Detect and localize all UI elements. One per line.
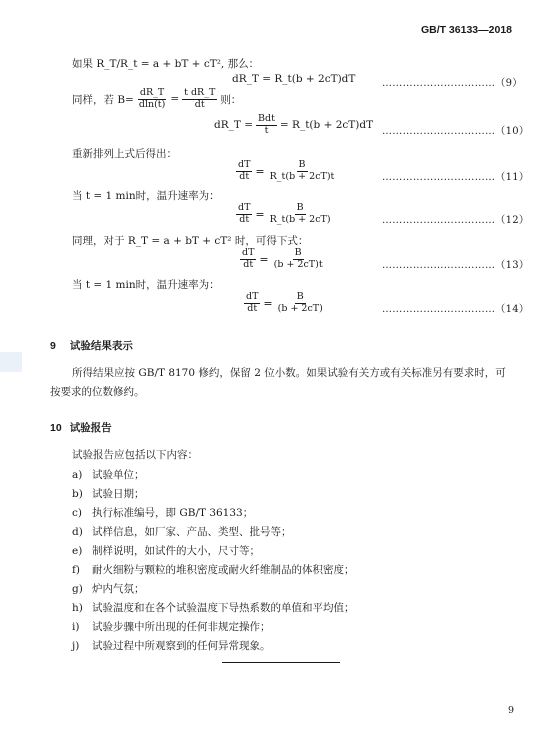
equation-number-14: ……………………………（14） — [382, 304, 530, 315]
fraction-b1-denominator: dln(t) — [138, 98, 166, 110]
equals-sign: = — [259, 252, 269, 266]
fraction-14-right-denominator: (b + 2cT) — [277, 302, 323, 314]
equation-10-lhs: dR_T = — [214, 119, 254, 132]
item-key: i) — [72, 621, 80, 633]
report-item — [72, 543, 260, 558]
text-line-rearrange: 重新排列上式后得出： — [72, 148, 177, 160]
fraction-11-left-numerator: dT — [238, 159, 251, 170]
equation-number-11: ……………………………（11） — [382, 172, 530, 183]
fraction-14-left-numerator: dT — [246, 291, 259, 302]
equation-number-9: ……………………………（9） — [382, 78, 523, 89]
fraction-10 — [256, 114, 277, 137]
item-key: c) — [72, 507, 82, 519]
equation-11 — [236, 160, 336, 183]
fraction-12-right-denominator: R_t(b + 2cT) — [269, 213, 331, 225]
section-9-number: 9 — [50, 340, 56, 352]
text-line-rate-2: 当 t = 1 min时，温升速率为： — [72, 279, 220, 291]
end-rule — [222, 662, 340, 663]
item-key: b) — [72, 488, 83, 500]
equation-number-12: ……………………………（12） — [382, 215, 530, 226]
text-line-if: 如果 R_T/R_t = a + bT + cT², 那么： — [72, 58, 260, 70]
item-key: f) — [72, 564, 80, 576]
fraction-10-numerator: Bdt — [258, 113, 275, 124]
report-item — [72, 524, 292, 539]
fraction-b2-numerator: t dR_T — [184, 87, 216, 98]
fraction-12-right — [268, 203, 333, 226]
fraction-13-right-numerator: B — [294, 247, 302, 258]
section-10-title: 试验报告 — [69, 422, 112, 434]
equation-13 — [240, 248, 325, 271]
fraction-b1 — [137, 88, 167, 111]
equals-sign: = — [255, 164, 265, 178]
page-number: 9 — [507, 705, 514, 716]
fraction-11-right-numerator: B — [298, 159, 306, 170]
fraction-13-right-denominator: (b + 2cT)t — [273, 258, 323, 270]
fraction-13-left-denominator: dt — [243, 258, 254, 270]
equation-10 — [214, 114, 373, 137]
report-item — [72, 619, 271, 634]
item-text: 制样说明，如试件的大小，尺寸等； — [92, 545, 260, 557]
fraction-12-left-numerator: dT — [238, 202, 251, 213]
fraction-12-right-numerator: B — [296, 202, 304, 213]
fraction-11-left — [236, 160, 252, 183]
fraction-13-left-numerator: dT — [242, 247, 255, 258]
equals-sign: = — [255, 207, 265, 221]
section-9-title: 试验结果表示 — [69, 340, 133, 352]
equation-9: dR_T = R_t(b + 2cT)dT — [232, 73, 356, 85]
text-line-similarly — [72, 88, 241, 111]
item-text: 执行标准编号，即 GB/T 36133； — [92, 507, 254, 519]
report-item — [72, 505, 253, 520]
report-item — [72, 486, 145, 501]
item-text: 试样信息，如厂家、产品、类型、批号等； — [92, 526, 292, 538]
fraction-10-denominator: t — [264, 124, 269, 136]
section-9-paragraph: 所得结果应按 GB/T 8170 修约，保留 2 位小数。如果试验有关方或有关标准另有要求时，可按要求的位数修约。 — [50, 367, 506, 398]
fraction-12-left-denominator: dt — [239, 213, 250, 225]
item-text: 试验步骤中所出现的任何非规定操作； — [92, 621, 271, 633]
report-item — [72, 562, 355, 577]
standard-number: GB/T 36133—2018 — [420, 24, 512, 36]
report-item — [72, 600, 355, 615]
section-9-heading — [50, 338, 133, 353]
item-text: 试验单位； — [92, 469, 145, 481]
report-item — [72, 467, 145, 482]
equation-number-13: ……………………………（13） — [382, 260, 530, 271]
equation-14 — [244, 292, 325, 315]
text-line-similarly-rt: 同理，对于 R_T = a + bT + cT² 时，可得下式： — [72, 235, 309, 247]
fraction-11-right-denominator: R_t(b + 2cT)t — [269, 170, 335, 182]
section-10-heading — [50, 420, 112, 435]
fraction-13-left — [240, 248, 256, 271]
fraction-14-left — [244, 292, 260, 315]
item-key: j) — [72, 640, 80, 652]
item-text: 炉内气氛； — [92, 583, 145, 595]
fraction-11-right — [268, 160, 337, 183]
fraction-11-left-denominator: dt — [239, 170, 250, 182]
equation-12 — [236, 203, 333, 226]
fraction-b1-numerator: dR_T — [139, 87, 165, 98]
item-key: g) — [72, 583, 83, 595]
item-key: h) — [72, 602, 83, 614]
fraction-b2 — [182, 88, 217, 111]
fraction-13-right — [272, 248, 325, 271]
fraction-14-right — [276, 292, 325, 315]
report-intro: 试验报告应包括以下内容： — [72, 449, 198, 461]
item-text: 试验过程中所观察到的任何异常现象。 — [92, 640, 271, 652]
item-key: e) — [72, 545, 83, 557]
equals-sign: = — [263, 296, 273, 310]
equation-10-rhs: = R_t(b + 2cT)dT — [279, 119, 374, 132]
fraction-b2-denominator: dt — [194, 98, 205, 110]
item-text: 耐火细粉与颗粒的堆积密度或耐火纤维制品的体积密度； — [92, 564, 355, 576]
item-key: a) — [72, 469, 83, 481]
text-line-rate-1: 当 t = 1 min时，温升速率为： — [72, 190, 220, 202]
section-10-number: 10 — [50, 422, 62, 434]
equals-sign: = — [170, 93, 180, 106]
report-item — [72, 581, 145, 596]
similarly-suffix: 则： — [220, 93, 242, 106]
fraction-14-left-denominator: dt — [247, 302, 258, 314]
equation-number-10: ……………………………（10） — [382, 126, 530, 137]
item-text: 试验温度和在各个试验温度下导热系数的单值和平均值； — [92, 602, 355, 614]
item-text: 试验日期； — [92, 488, 145, 500]
report-item — [72, 638, 271, 653]
side-tab-marker — [0, 352, 22, 372]
fraction-12-left — [236, 203, 252, 226]
similarly-prefix: 同样，若 B= — [72, 93, 134, 106]
item-key: d) — [72, 526, 83, 538]
fraction-14-right-numerator: B — [296, 291, 304, 302]
